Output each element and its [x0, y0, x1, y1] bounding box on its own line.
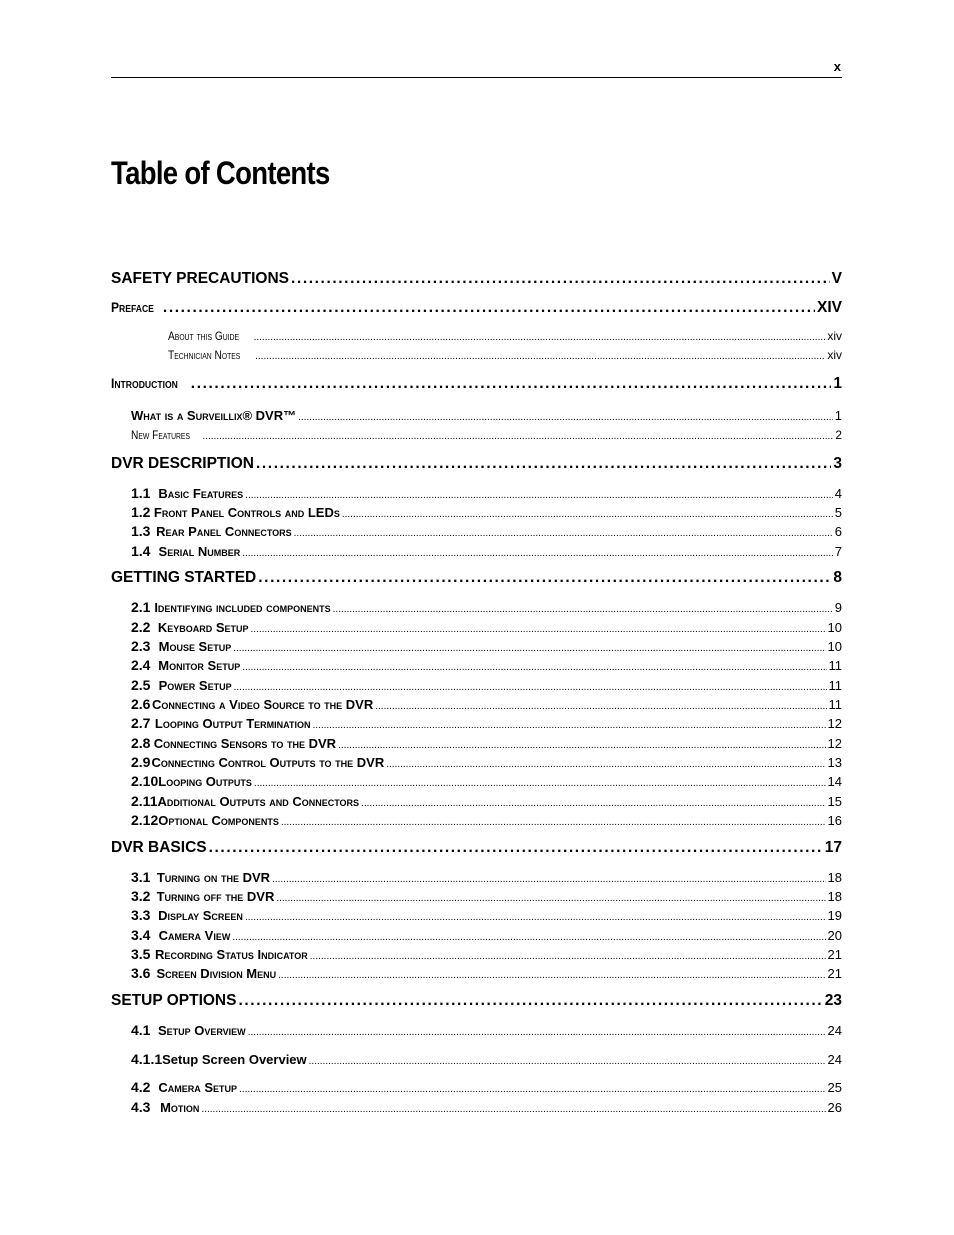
toc-leader-dots	[248, 1027, 826, 1038]
toc-entry-label: Additional Outputs and Connectors	[157, 794, 360, 809]
toc-entry[interactable]	[131, 1079, 842, 1095]
toc-entry[interactable]	[168, 348, 842, 362]
toc-leader-dots	[342, 509, 833, 520]
toc-entry-page: 25	[827, 1080, 842, 1095]
toc-leader-dots	[333, 604, 833, 615]
toc-entry-number: 2.4	[131, 657, 151, 673]
toc-entry-label: SAFETY PRECAUTIONS	[111, 270, 289, 287]
toc-entry-number: 4.1	[131, 1022, 151, 1038]
toc-entry[interactable]	[131, 1051, 842, 1067]
toc-entry-label: SETUP OPTIONS	[111, 992, 237, 1009]
toc-entry-number: 4.2	[131, 1079, 151, 1095]
toc-leader-dots	[245, 490, 833, 501]
toc-entry[interactable]	[111, 569, 842, 587]
toc-entry-page: 24	[827, 1023, 842, 1038]
toc-leader-dots	[278, 970, 825, 981]
toc-leader-dots	[258, 569, 831, 587]
toc-entry-page: 12	[827, 716, 842, 731]
toc-leader-dots	[242, 548, 833, 559]
toc-entry-page: 1	[834, 408, 842, 423]
toc-leader-dots	[238, 992, 822, 1010]
table-of-contents	[111, 0, 842, 1235]
toc-entry[interactable]	[111, 992, 842, 1010]
toc-entry-page: 21	[827, 947, 842, 962]
toc-entry-label: Monitor Setup	[158, 658, 241, 673]
toc-leader-dots	[233, 643, 825, 654]
toc-leader-dots	[298, 412, 833, 423]
toc-leader-dots	[294, 528, 833, 539]
toc-entry-page: 9	[834, 600, 842, 615]
toc-entry[interactable]	[131, 428, 842, 442]
toc-leader-dots	[232, 932, 825, 943]
toc-entry-label: Setup Screen Overview	[162, 1052, 307, 1067]
toc-entry-label: Connecting Control Outputs to the DVR	[151, 755, 385, 770]
toc-entry-label: Looping Output Termination	[154, 716, 311, 731]
toc-entry-label: DVR DESCRIPTION	[111, 455, 254, 472]
toc-entry[interactable]	[131, 715, 842, 731]
toc-leader-dots	[256, 455, 831, 473]
toc-entry-number: 3.1	[131, 869, 151, 885]
toc-entry-page: xiv	[827, 348, 842, 362]
toc-leader-dots	[255, 351, 825, 362]
toc-entry[interactable]	[131, 965, 842, 981]
toc-entry-number: 1.2	[131, 504, 151, 520]
toc-entry-label: Introduction	[111, 375, 178, 391]
toc-entry-label: Rear Panel Connectors	[156, 524, 292, 539]
toc-entry-page: 10	[827, 620, 842, 635]
toc-entry[interactable]	[131, 1099, 842, 1115]
toc-leader-dots	[163, 299, 815, 317]
toc-entry-page: 14	[827, 774, 842, 789]
toc-entry-label: Identifying included components	[154, 600, 331, 615]
toc-entry-number: 3.4	[131, 927, 151, 943]
toc-entry[interactable]	[131, 599, 842, 615]
toc-entry-label: Mouse Setup	[158, 639, 232, 654]
toc-entry-number: 2.10	[131, 773, 159, 789]
toc-leader-dots	[276, 893, 825, 904]
toc-entry-label: Camera Setup	[158, 1080, 238, 1095]
toc-leader-dots	[272, 874, 825, 885]
toc-entry-number: 3.5	[131, 946, 151, 962]
toc-leader-dots	[375, 701, 826, 712]
toc-entry[interactable]	[131, 408, 842, 423]
toc-entry[interactable]	[131, 946, 842, 962]
toc-entry-label: Looping Outputs	[158, 774, 252, 789]
toc-entry[interactable]	[131, 523, 842, 539]
toc-entry[interactable]	[131, 543, 842, 559]
toc-entry[interactable]	[111, 375, 842, 393]
toc-entry-number: 4.3	[131, 1099, 151, 1115]
toc-entry-label: Front Panel Controls and LEDs	[153, 505, 340, 520]
toc-entry-page: XIV	[817, 299, 842, 316]
toc-entry-number: 2.2	[131, 619, 151, 635]
toc-entry[interactable]	[131, 907, 842, 923]
toc-entry-label: About this Guide	[168, 329, 240, 343]
page-number: x	[833, 59, 841, 74]
toc-entry-page: 11	[828, 658, 842, 673]
toc-leader-dots	[234, 682, 827, 693]
toc-entry-page: 21	[827, 966, 842, 981]
toc-entry-page: 6	[834, 524, 842, 539]
toc-entry-label: Basic Features	[158, 486, 244, 501]
toc-leader-dots	[281, 817, 826, 828]
toc-entry[interactable]	[131, 812, 842, 828]
toc-entry-number: 2.9	[131, 754, 151, 770]
toc-entry[interactable]	[131, 619, 842, 635]
toc-entry-number: 1.4	[131, 543, 151, 559]
toc-leader-dots	[254, 778, 826, 789]
toc-entry-page: xiv	[827, 329, 842, 343]
toc-entry-label: Display Screen	[158, 908, 243, 923]
toc-entry-page: 4	[834, 486, 842, 501]
toc-entry-number: 2.1	[131, 599, 151, 615]
toc-entry-label-suffix: ® DVR™	[242, 408, 297, 423]
toc-entry-number: 3.2	[131, 888, 151, 904]
toc-entry[interactable]	[131, 638, 842, 654]
toc-entry-label: Connecting a Video Source to the DVR	[152, 697, 374, 712]
toc-entry[interactable]	[131, 504, 842, 520]
toc-entry[interactable]	[131, 485, 842, 501]
toc-entry[interactable]	[111, 455, 842, 473]
toc-entry-number: 1.3	[131, 523, 151, 539]
toc-entry[interactable]	[131, 773, 842, 789]
toc-entry-label: Keyboard Setup	[157, 620, 249, 635]
toc-leader-dots	[245, 912, 826, 923]
toc-entry[interactable]	[131, 754, 842, 770]
toc-entry-page: 3	[833, 455, 842, 472]
toc-leader-dots	[251, 624, 826, 635]
toc-entry-label: Turning on the DVR	[156, 870, 271, 885]
toc-leader-dots	[309, 1056, 826, 1067]
toc-entry-label: Serial Number	[158, 544, 241, 559]
toc-entry-label: Turning off the DVR	[156, 889, 275, 904]
toc-entry-label: Recording Status Indicator	[155, 947, 308, 962]
toc-entry-page: 26	[827, 1100, 842, 1115]
toc-leader-dots	[201, 1104, 825, 1115]
toc-leader-dots	[202, 431, 833, 442]
toc-entry-page: 2	[835, 428, 842, 442]
toc-leader-dots	[361, 798, 825, 809]
toc-leader-dots	[310, 951, 826, 962]
toc-entry[interactable]	[111, 839, 842, 857]
toc-entry-number: 2.8	[131, 735, 151, 751]
toc-entry-page: 7	[834, 544, 842, 559]
toc-entry-number: 3.6	[131, 965, 151, 981]
toc-entry-page: 19	[827, 908, 842, 923]
toc-entry[interactable]	[111, 270, 842, 288]
toc-entry-number: 2.12	[131, 812, 159, 828]
toc-entry-number: 2.11	[131, 793, 158, 809]
toc-entry-label: Screen Division Menu	[156, 966, 277, 981]
toc-entry-page: 11	[828, 697, 842, 712]
toc-entry-page: 17	[824, 839, 842, 856]
toc-entry-number: 3.3	[131, 907, 151, 923]
toc-entry-label: Connecting Sensors to the DVR	[153, 736, 337, 751]
toc-entry[interactable]	[131, 888, 842, 904]
toc-entry-number: 1.1	[131, 485, 151, 501]
toc-entry-page: 24	[827, 1052, 842, 1067]
toc-entry-number: 2.5	[131, 677, 151, 693]
toc-entry-page: 11	[828, 678, 842, 693]
toc-entry[interactable]	[111, 299, 842, 317]
toc-entry[interactable]	[131, 1022, 842, 1038]
toc-entry-page: 18	[827, 870, 842, 885]
toc-entry-page: 23	[824, 992, 842, 1009]
toc-entry-label: DVR BASICS	[111, 839, 207, 856]
toc-entry[interactable]	[168, 329, 842, 343]
toc-entry[interactable]	[131, 657, 842, 673]
toc-entry[interactable]	[131, 927, 842, 943]
toc-entry-page: 5	[834, 505, 842, 520]
toc-leader-dots	[254, 332, 826, 343]
toc-entry[interactable]	[131, 793, 842, 809]
toc-entry-page: V	[831, 270, 842, 287]
toc-entry-label: Camera View	[158, 928, 231, 943]
toc-entry-page: 1	[833, 375, 842, 392]
toc-entry-label: Optional Components	[158, 813, 279, 828]
toc-leader-dots	[209, 839, 823, 857]
toc-leader-dots	[191, 375, 832, 393]
toc-entry-label: Motion	[160, 1100, 200, 1115]
toc-entry-label: What is a Surveillix	[131, 408, 243, 423]
toc-entry-page: 10	[827, 639, 842, 654]
page-title: Table of Contents	[111, 155, 330, 191]
toc-leader-dots	[312, 720, 825, 731]
toc-leader-dots	[386, 759, 825, 770]
toc-entry-label: New Features	[131, 428, 191, 442]
toc-entry-page: 18	[827, 889, 842, 904]
toc-entry-page: 13	[827, 755, 842, 770]
toc-entry-number: 4.1.1	[131, 1051, 163, 1067]
toc-leader-dots	[242, 662, 826, 673]
toc-entry-page: 8	[833, 569, 842, 586]
toc-entry-page: 20	[827, 928, 842, 943]
toc-entry-page: 16	[827, 813, 842, 828]
toc-entry-label: GETTING STARTED	[111, 569, 257, 586]
toc-entry[interactable]	[131, 735, 842, 751]
toc-entry[interactable]	[131, 677, 842, 693]
toc-entry[interactable]	[131, 696, 842, 712]
toc-leader-dots	[338, 740, 825, 751]
toc-entry-page: 12	[827, 736, 842, 751]
toc-entry-label: Preface	[111, 299, 154, 315]
toc-entry-label: Power Setup	[158, 678, 232, 693]
toc-entry-page: 15	[827, 794, 842, 809]
toc-entry-number: 2.7	[131, 715, 151, 731]
toc-leader-dots	[239, 1084, 826, 1095]
toc-leader-dots	[291, 270, 830, 288]
toc-entry-number: 2.3	[131, 638, 151, 654]
toc-entry-label: Technician Notes	[168, 348, 241, 362]
toc-entry-number: 2.6	[131, 696, 151, 712]
toc-entry[interactable]	[131, 869, 842, 885]
toc-entry-label: Setup Overview	[157, 1023, 246, 1038]
